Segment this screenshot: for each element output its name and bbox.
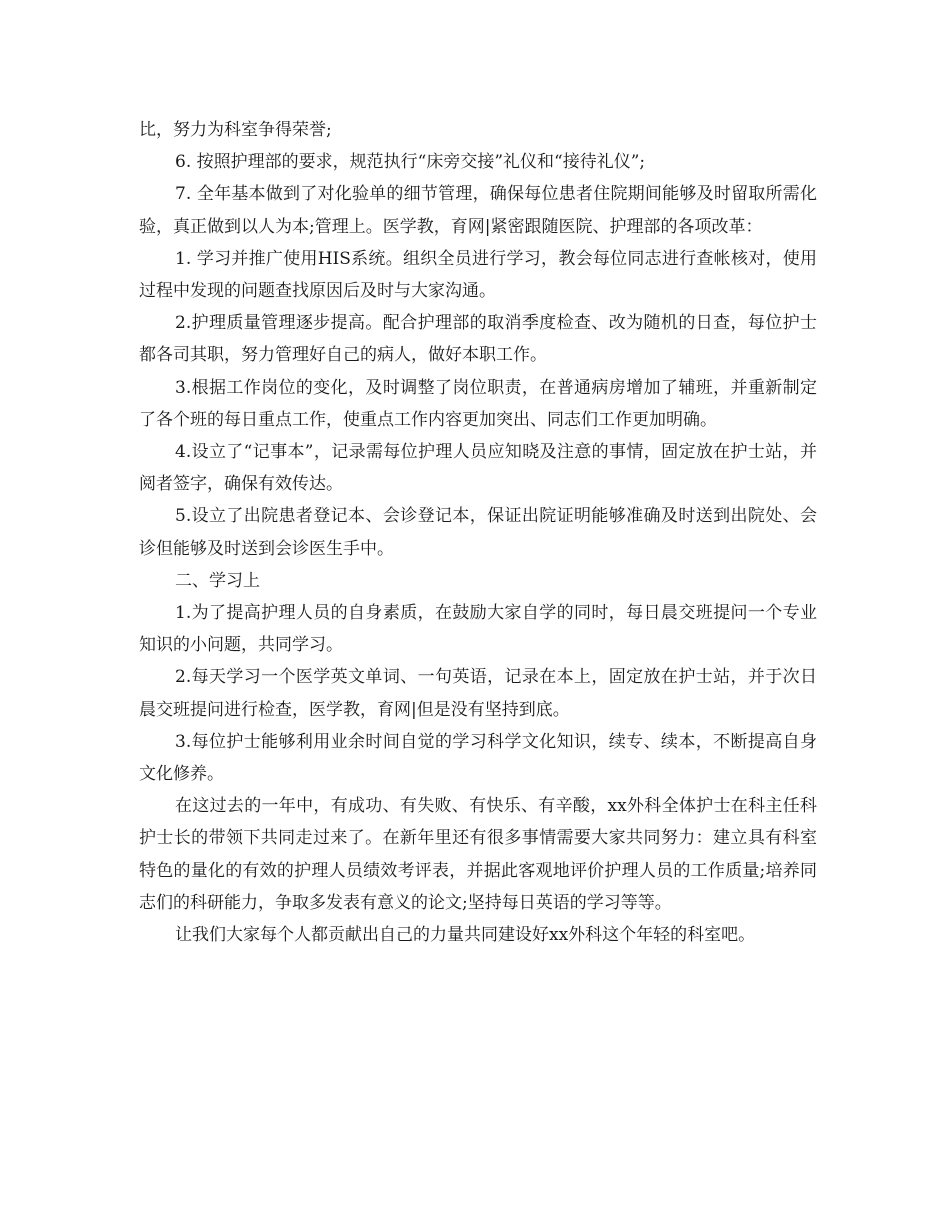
paragraph: 3.根据工作岗位的变化，及时调整了岗位职责，在普通病房增加了辅班，并重新制定了各个班的每日重点工作，使重点工作内容更加突出、同志们工作更加明确。 xyxy=(139,377,817,430)
paragraph: 1. 学习并推广使用HIS系统。组织全员进行学习，教会每位同志进行查帐核对，使用过程中发现的问题查找原因后及时与大家沟通。 xyxy=(139,248,817,302)
paragraph: 7. 全年基本做到了对化验单的细节管理，确保每位患者住院期间能够及时留取所需化验，真正做到以人为本;管理上。医学教，育网|紧密跟随医院、护理部的各项改革： xyxy=(139,184,817,237)
document-body xyxy=(139,114,817,951)
paragraph: 2.护理质量管理逐步提高。配合护理部的取消季度检查、改为随机的日查，每位护士都各司其职，努力管理好自己的病人，做好本职工作。 xyxy=(139,313,817,366)
paragraph: 2.每天学习一个医学英文单词、一句英语，记录在本上，固定放在护士站，并于次日晨交班提问进行检查，医学教，育网|但是没有坚持到底。 xyxy=(139,667,817,720)
paragraph: 5.设立了出院患者登记本、会诊登记本，保证出院证明能够准确及时送到出院处、会诊但能够及时送到会诊医生手中。 xyxy=(139,506,817,559)
paragraph: 1.为了提高护理人员的自身素质，在鼓励大家自学的同时，每日晨交班提问一个专业知识的小问题，共同学习。 xyxy=(139,603,817,656)
paragraph: 在这过去的一年中，有成功、有失败、有快乐、有辛酸，xx外科全体护士在科主任科护士长的带领下共同走过来了。在新年里还有很多事情需要大家共同努力：建立具有科室特色的量化的有效的护理人员绩效考评表，并据此客观地评价护理人员的工作质量;培养同志们的科研能力，争取多发表有意义的论文;坚持每日英语的学习等等。 xyxy=(139,796,817,913)
paragraph: 6. 按照护理部的要求，规范执行“床旁交接”礼仪和“接待礼仪”; xyxy=(175,152,646,173)
paragraph: 4.设立了“记事本”，记录需每位护理人员应知晓及注意的事情，固定放在护士站，并阅者签字，确保有效传达。 xyxy=(139,442,817,495)
section-heading: 二、学习上 xyxy=(175,570,260,591)
paragraph: 比，努力为科室争得荣誉; xyxy=(139,120,332,140)
paragraph: 让我们大家每个人都贡献出自己的力量共同建设好xx外科这个年轻的科室吧。 xyxy=(175,925,756,946)
paragraph: 3.每位护士能够利用业余时间自觉的学习科学文化知识，续专、续本，不断提高自身文化修养。 xyxy=(139,731,817,785)
